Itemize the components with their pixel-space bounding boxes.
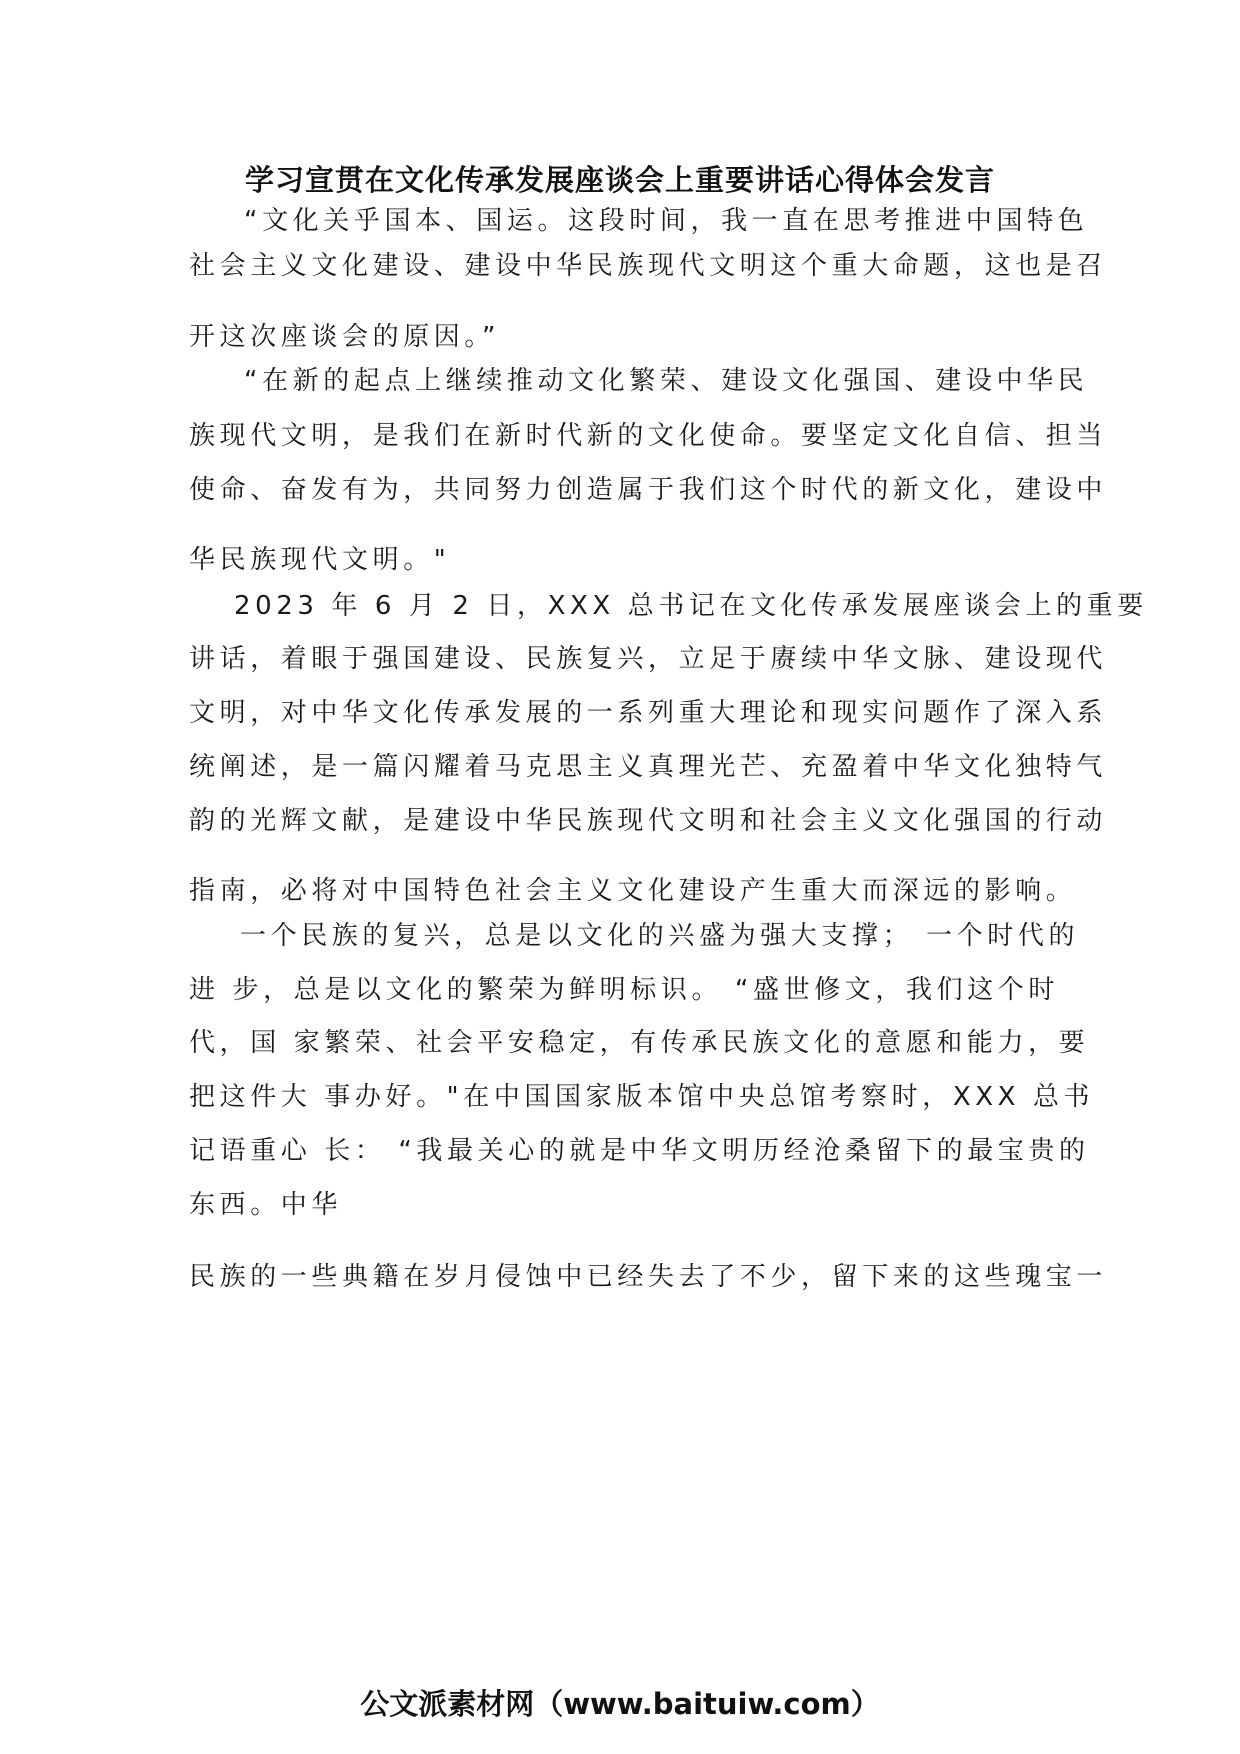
body-line: 记语重心 长： “我最关心的就是中华文明历经沧桑留下的最宝贵的 [189,1136,1090,1166]
body-line: 指南，必将对中国特色社会主义文化建设产生重大而深远的影响。 [189,876,1077,906]
body-line: 使命、奋发有为，共同努力创造属于我们这个时代的新文化，建设中 [189,475,1108,505]
body-line: 2023 年 6 月 2 日，XXX 总书记在文化传承发展座谈会上的重要 [234,591,1148,621]
body-line: 代，国 家繁荣、社会平安稳定，有传承民族文化的意愿和能力，要 [189,1028,1090,1058]
body-line: 社会主义文化建设、建设中华民族现代文明这个重大命题，这也是召 [189,251,1108,281]
body-line: 华民族现代文明。" [189,545,451,575]
body-line: 把这件大 事办好。"在中国国家版本馆中央总馆考察时，XXX 总书 [189,1082,1095,1112]
body-line: “在新的起点上继续推动文化繁荣、建设文化强国、建设中华民 [244,366,1089,396]
body-line: 一个民族的复兴，总是以文化的兴盛为强大支撑； 一个时代的 [240,921,1080,951]
body-line: 进 步，总是以文化的繁荣为鲜明标识。 “盛世修文，我们这个时 [189,975,1059,1005]
footer-watermark: 公文派素材网（www.baituiw.com） [360,1687,880,1721]
body-line: 统阐述，是一篇闪耀着马克思主义真理光芒、充盈着中华文化独特气 [189,752,1108,782]
body-line: 韵的光辉文献，是建设中华民族现代文明和社会主义文化强国的行动 [189,806,1108,836]
body-line: 开这次座谈会的原因。” [189,322,501,352]
document-title: 学习宣贯在文化传承发展座谈会上重要讲话心得体会发言 [244,163,995,197]
body-line: 讲话，着眼于强国建设、民族复兴，立足于赓续中华文脉、建设现代 [189,644,1108,674]
body-line: 东西。中华 [189,1190,343,1220]
body-line: 民族的一些典籍在岁月侵蚀中已经失去了不少，留下来的这些瑰宝一 [189,1262,1108,1292]
body-line: 文明，对中华文化传承发展的一系列重大理论和现实问题作了深入系 [189,698,1108,728]
body-line: 族现代文明，是我们在新时代新的文化使命。要坚定文化自信、担当 [189,421,1108,451]
body-line: “文化关乎国本、国运。这段时间，我一直在思考推进中国特色 [244,206,1089,236]
